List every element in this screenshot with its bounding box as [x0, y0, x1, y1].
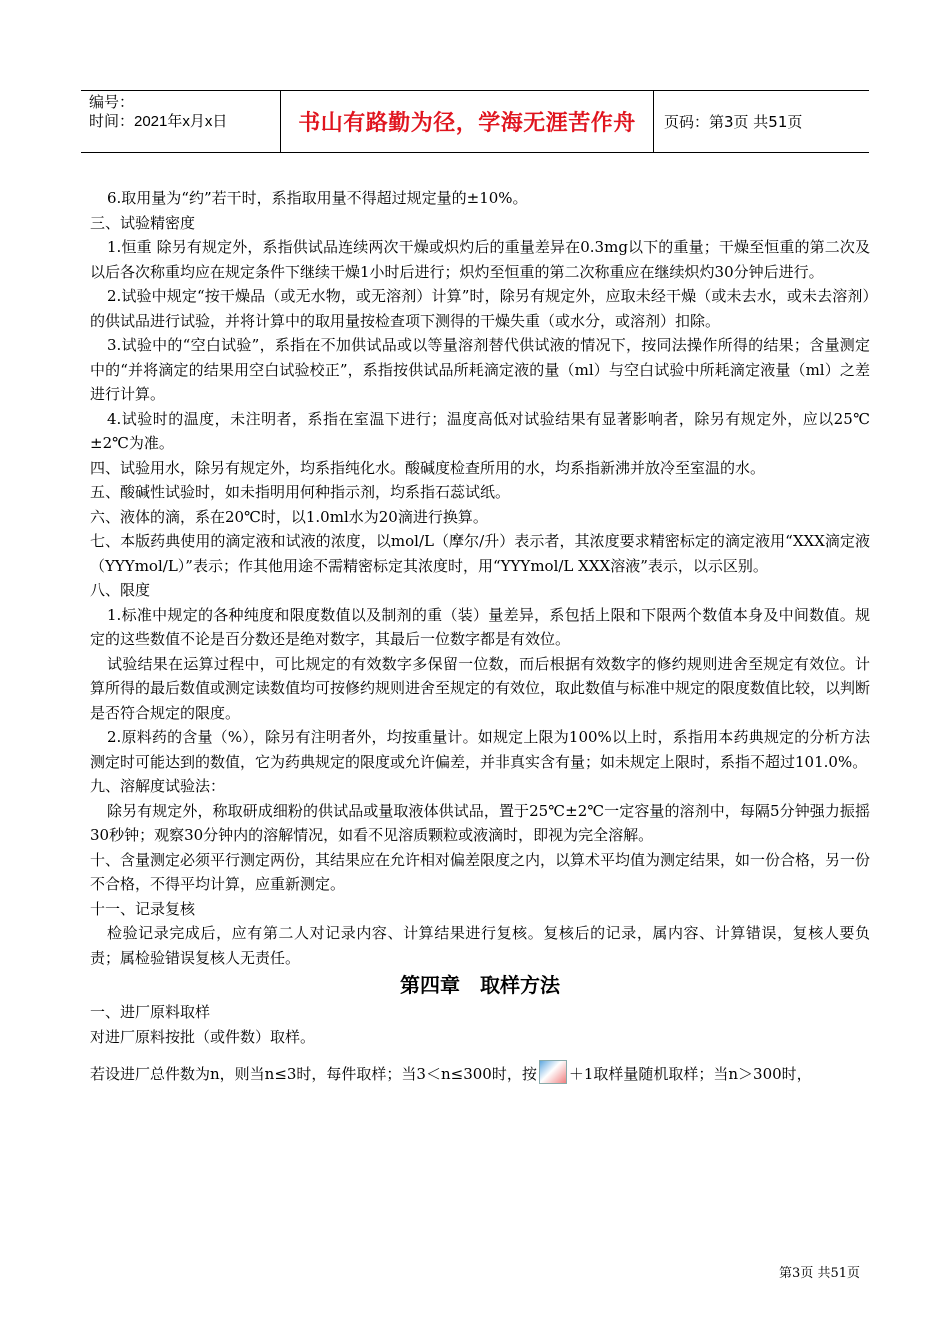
paragraph: 十一、记录复核	[90, 899, 196, 918]
paragraph: 6.取用量为“约”若干时，系指取用量不得超过规定量的±10%。	[107, 189, 528, 207]
header-page-info: 页码：第3页 共51页	[664, 113, 803, 131]
paragraph: 除另有规定外，称取研成细粉的供试品或量取液体供试品，置于25℃±2℃一定容量的溶剂中，每隔5分钟强力振摇30秒钟；观察30分钟内的溶解情况，如看不见溶质颗粒或液滴时，即视为完全溶解。	[90, 801, 870, 844]
paragraph: 1.恒重 除另有规定外，系指供试品连续两次干燥或炽灼后的重量差异在0.3mg以下的重量；干燥至恒重的第二次及以后各次称重均应在规定条件下继续干燥1小时后进行；炽灼至恒重的第二次称重应在继续炽灼30分钟后进行。	[90, 238, 870, 281]
paragraph: 三、试验精密度	[90, 213, 196, 232]
document-body	[90, 186, 870, 1089]
paragraph: 对进厂原料按批（或件数）取样。	[90, 1027, 316, 1046]
paragraph: 检验记录完成后，应有第二人对记录内容、计算结果进行复核。复核后的记录，属内容、计算错误，复核人要负责；属检验错误复核人无责任。	[90, 924, 870, 967]
paragraph: 试验结果在运算过程中，可比规定的有效数字多保留一位数，而后根据有效数字的修约规则进舍至规定有效位。计算所得的最后数值或测定读数值均可按修约规则进舍至规定的有效位，取此数值与标准中规定的限度数值比较，以判断是否符合规定的限度。	[90, 654, 871, 722]
last-paragraph	[90, 1059, 870, 1089]
paragraph: 四、试验用水，除另有规定外，均系指纯化水。酸碱度检查所用的水，均系指新沸并放冷至室温的水。	[90, 458, 766, 477]
paragraph: 2.试验中规定“按干燥品（或无水物，或无溶剂）计算”时，除另有规定外，应取未经干燥（或未去水，或未去溶剂）的供试品进行试验，并将计算中的取用量按检查项下测得的干燥失重（或水分，或溶剂）扣除。	[90, 287, 870, 330]
paragraph: 九、溶解度试验法：	[90, 777, 226, 795]
paragraph: 六、液体的滴，系在20℃时，以1.0ml水为20滴进行换算。	[90, 507, 488, 526]
paragraph: 4.试验时的温度，未注明者，系指在室温下进行；温度高低对试验结果有显著影响者，除另有规定外，应以25℃±2℃为准。	[90, 409, 870, 452]
paragraph: 2.原料药的含量（%），除另有注明者外，均按重量计。如规定上限为100%以上时，系指用本药典规定的分析方法测定时可能达到的数值，它为药典规定的限度或允许偏差，并非真实含有量；如未规定上限时，系指不超过101.0%。	[90, 728, 870, 771]
paragraph: 八、限度	[90, 581, 151, 599]
last-line-after: ＋1取样量随机取样；当n＞300时，	[568, 1065, 812, 1083]
paragraph: 七、本版药典使用的滴定液和试液的浓度，以mol/L（摩尔/升）表示者，其浓度要求精密标定的滴定液用“XXX滴定液（YYYmol/L）”表示；作其他用途不需精密标定其浓度时，用“YYYmol/L XXX溶液”表示，以示区别。	[90, 532, 870, 575]
formula-image-icon	[539, 1060, 567, 1084]
paragraph: 3.试验中的“空白试验”，系指在不加供试品或以等量溶剂替代供试液的情况下，按同法操作所得的结果；含量测定中的“并将滴定的结果用空白试验校正”，系指按供试品所耗滴定液的量（ml）与空白试验中所耗滴定液量（ml）之差进行计算。	[90, 336, 870, 403]
paragraph: 1.标准中规定的各种纯度和限度数值以及制剂的重（装）量差异，系包括上限和下限两个数值本身及中间数值。规定的这些数值不论是百分数还是绝对数字，其最后一位数字都是有效位。	[90, 605, 870, 648]
section-heading: 一、进厂原料取样	[90, 1003, 211, 1021]
page-footer: 第3页 共51页	[779, 1266, 860, 1281]
paragraph: 十、含量测定必须平行测定两份，其结果应在允许相对偏差限度之内，以算术平均值为测定结果，如一份合格，另一份不合格，不得平均计算，应重新测定。	[90, 850, 871, 893]
header-left-cell	[81, 91, 281, 152]
time-label: 时间：2021年x月x日	[89, 113, 228, 130]
number-label: 编号：	[89, 94, 135, 111]
chapter-title: 第四章 取样方法	[400, 973, 560, 997]
paragraph-list	[90, 186, 870, 970]
header-motto: 书山有路勤为径，学海无涯苦作舟	[281, 91, 654, 152]
last-line-before: 若设进厂总件数为n，则当n≤3时，每件取样；当3＜n≤300时，按	[90, 1065, 537, 1083]
page-header	[81, 90, 869, 153]
paragraph: 五、酸碱性试验时，如未指明用何种指示剂，均系指石蕊试纸。	[90, 483, 511, 501]
